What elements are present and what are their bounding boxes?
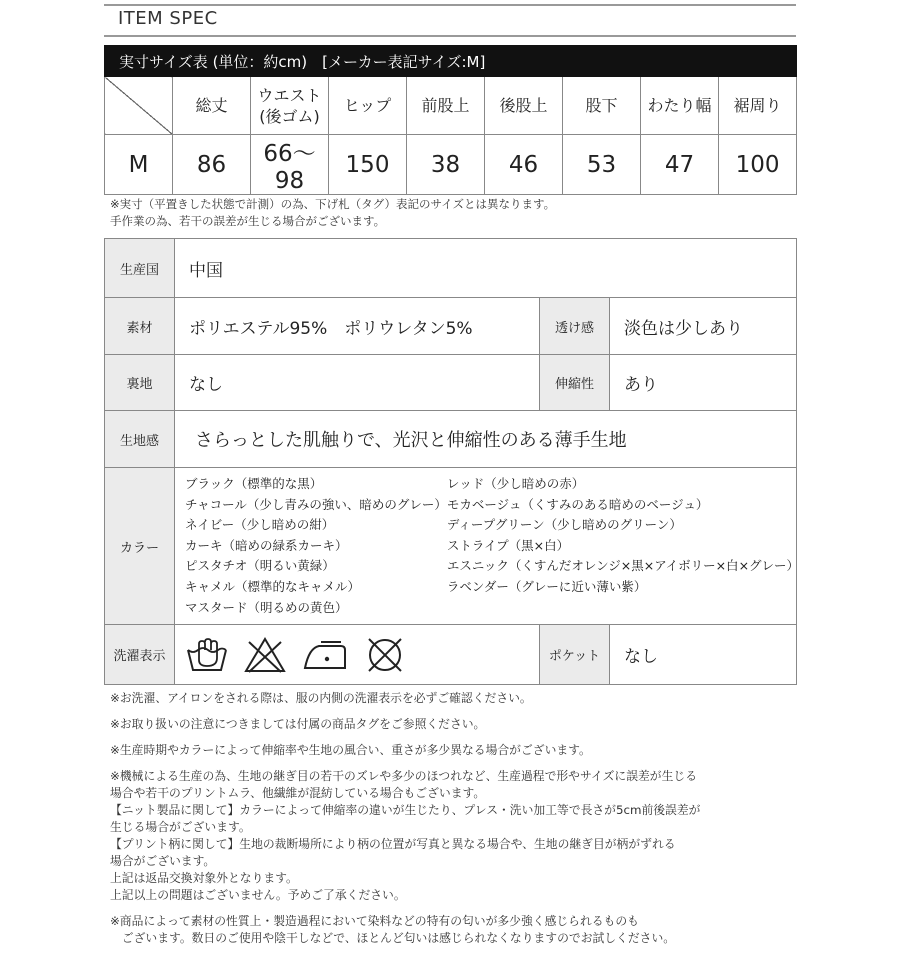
size-note-2: 手作業の為、若干の誤差が生じる場合がございます。 — [110, 214, 386, 228]
header-hem: 裾周り — [719, 77, 797, 135]
color-item: ブラック（標準的な黒） — [185, 476, 323, 491]
value-inseam: 53 — [563, 135, 641, 195]
header-total-length: 総丈 — [173, 77, 251, 135]
no-dry-clean-icon — [363, 636, 407, 674]
iron-low-icon — [301, 636, 349, 674]
texture-label: 生地感 — [105, 411, 175, 468]
color-label: カラー — [105, 468, 175, 625]
sheer-value: 淡色は少しあり — [610, 298, 797, 355]
size-table — [104, 45, 797, 195]
note-3: ※生産時期やカラーによって伸縮率や生地の風合い、重さが多少異なる場合がございます。 — [110, 743, 591, 757]
material-value: ポリエステル95% ポリウレタン5% — [175, 298, 540, 355]
color-item: カーキ（暗めの緑系カーキ） — [185, 537, 348, 553]
color-item: ディープグリーン（少し暗めのグリーン） — [446, 517, 682, 533]
care-symbols — [175, 625, 540, 685]
color-item: ピスタチオ（明るい黄緑） — [185, 558, 335, 574]
size-note-1: ※実寸（平置きした状態で計測）の為、下げ札（タグ）表記のサイズとは異なります。 — [110, 197, 556, 211]
color-item: ストライプ（黒×白） — [446, 537, 570, 553]
care-notes — [110, 690, 800, 953]
color-list — [175, 468, 800, 625]
value-hip: 150 — [329, 135, 407, 195]
section-heading: ITEM SPEC — [118, 8, 218, 29]
heading-bottom-rule — [104, 35, 796, 37]
header-front-rise: 前股上 — [407, 77, 485, 135]
spec-table — [104, 238, 800, 685]
pocket-label: ポケット — [540, 625, 610, 685]
color-item: レッド（少し暗めの赤） — [446, 476, 585, 491]
value-thigh-width: 47 — [641, 135, 719, 195]
header-hip: ヒップ — [329, 77, 407, 135]
note-1: ※お洗濯、アイロンをされる際は、服の内側の洗濯表示を必ずご確認ください。 — [110, 691, 532, 705]
color-column-right — [447, 474, 799, 618]
origin-value: 中国 — [175, 239, 797, 298]
color-item: ネイビー（少し暗めの紺） — [185, 517, 335, 533]
heading-top-rule — [104, 4, 796, 6]
header-back-rise: 後股上 — [485, 77, 563, 135]
hand-wash-icon — [185, 636, 229, 674]
note-5: 上記以上の問題はございません。予めご了承ください。 — [110, 888, 406, 902]
color-item: モカベージュ（くすみのある暗めのベージュ） — [446, 496, 709, 512]
header-inseam: 股下 — [563, 77, 641, 135]
material-label: 素材 — [105, 298, 175, 355]
value-waist: 66〜98 — [251, 135, 329, 195]
care-label: 洗濯表示 — [105, 625, 175, 685]
value-back-rise: 46 — [485, 135, 563, 195]
color-column-left — [185, 474, 447, 618]
header-thigh-width: わたり幅 — [641, 77, 719, 135]
color-item: マスタード（明るめの黄色） — [185, 599, 348, 615]
lining-label: 裏地 — [105, 355, 175, 411]
stretch-value: あり — [610, 355, 797, 411]
value-front-rise: 38 — [407, 135, 485, 195]
note-2: ※お取り扱いの注意につきましては付属の商品タグをご参照ください。 — [110, 717, 486, 731]
no-bleach-icon — [243, 636, 287, 674]
pocket-value: なし — [610, 625, 797, 685]
note-4: ※機械による生産の為、生地の継ぎ目の若干のズレや多少のほつれなど、生産過程で形やサイズに誤差が生じる 場合や若干のプリントムラ、他繊維が混紡している場合もございます。 【ニット製品に関して】カラーによって伸縮率の違いが生じたり、プレス・洗い加工等で長さが5cm前後誤差が 生じる場合がございます。 【プリント柄に関して】生地の裁断場所により柄の位置が写真と異なる場合や、生地の継ぎ目が柄がずれる 場合がございます。 上記は返品交換対象外となります。 — [110, 769, 701, 885]
color-item: キャメル（標準的なキャメル） — [185, 578, 361, 594]
note-6: ※商品によって素材の性質上・製造過程において染料などの特有の匂いが多少強く感じられるものも ございます。数日のご使用や陰干しなどで、ほとんど匂いは感じられなくなりますのでお試しください。 — [110, 914, 676, 945]
value-hem: 100 — [719, 135, 797, 195]
texture-value: さらっとした肌触りで、光沢と伸縮性のある薄手生地 — [175, 411, 797, 468]
header-waist: ウエスト (後ゴム) — [251, 77, 329, 135]
size-table-caption: 実寸サイズ表 (単位：約cm) [メーカー表記サイズ:M] — [105, 46, 797, 77]
color-item: ラベンダー（グレーに近い薄い紫） — [446, 578, 647, 594]
origin-label: 生産国 — [105, 239, 175, 298]
color-item: チャコール（少し青みの強い、暗めのグレー） — [185, 496, 447, 512]
size-label: M — [105, 135, 173, 195]
stretch-label: 伸縮性 — [540, 355, 610, 411]
corner-cell — [105, 77, 173, 135]
sheer-label: 透け感 — [540, 298, 610, 355]
color-item: エスニック（くすんだオレンジ×黒×アイボリー×白×グレー） — [446, 558, 800, 574]
lining-value: なし — [175, 355, 540, 411]
value-total-length: 86 — [173, 135, 251, 195]
